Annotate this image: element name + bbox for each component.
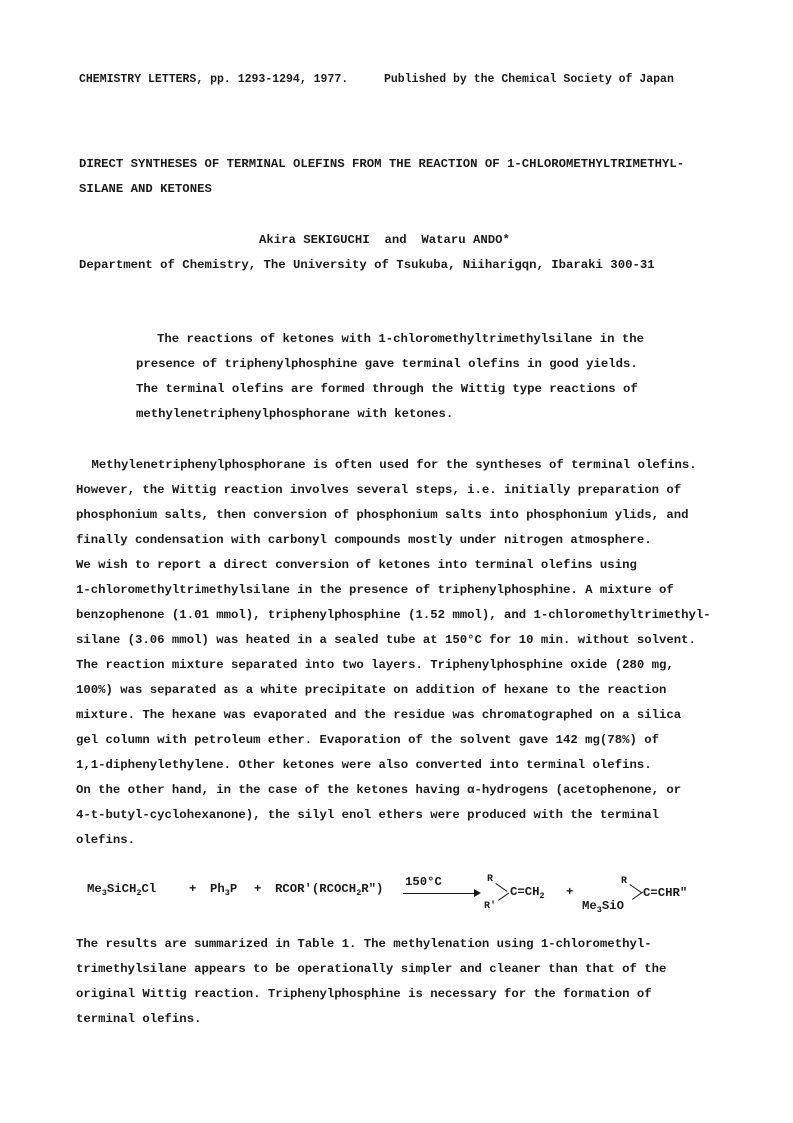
body-line: 1-chloromethyltrimethylsilane in the presence of triphenylphosphine. A mixture of: [76, 583, 674, 597]
affiliation: Department of Chemistry, The University of Tsukuba, Niiharigqn, Ibaraki 300-31: [79, 258, 655, 272]
reactant-triphenylphosphine: $Ph_3P$: [210, 882, 238, 898]
publisher-line: Published by the Chemical Society of Japan: [384, 73, 674, 86]
body-line: benzophenone (1.01 mmol), triphenylphosphine (1.52 mmol), and 1-chloromethyltrimethyl-: [76, 608, 711, 622]
bond-line: [632, 892, 643, 900]
substituent-r: R: [621, 876, 628, 887]
substituent-r: R: [487, 874, 494, 885]
bond-line: [498, 893, 509, 901]
body-line: gel column with petroleum ether. Evaporation of the solvent gave 142 mg(78%) of: [76, 733, 659, 747]
product-silyl-enol-ether: C=CHR": [643, 886, 688, 900]
body-line: We wish to report a direct conversion of ketones into terminal olefins using: [76, 558, 637, 572]
abstract-line: methylenetriphenylphosphorane with ketones.: [136, 407, 454, 421]
reaction-arrow: [403, 893, 478, 894]
body-line: olefins.: [76, 833, 136, 847]
body-line: phosphonium salts, then conversion of phosphonium salts into phosphonium ylids, and: [76, 508, 689, 522]
substituent-r-prime: R': [484, 901, 497, 912]
silyl-group: $Me_3SiO$: [582, 899, 625, 915]
body-line: 4-t-butyl-cyclohexanone), the silyl enol ethers were produced with the terminal: [76, 808, 659, 822]
abstract-line: presence of triphenylphosphine gave terminal olefins in good yields.: [136, 357, 638, 371]
body-line: However, the Wittig reaction involves several steps, i.e. initially preparation of: [76, 483, 682, 497]
paper-title-line-1: DIRECT SYNTHESES OF TERMINAL OLEFINS FROM THE REACTION OF 1-CHLOROMETHYLTRIMETHYL-: [79, 157, 685, 171]
arrow-head: [474, 889, 481, 897]
body-line: The reaction mixture separated into two layers. Triphenylphosphine oxide (280 mg,: [76, 658, 674, 672]
body-line: trimethylsilane appears to be operationally simpler and cleaner than that of the: [76, 962, 667, 976]
plus-sign: +: [566, 885, 574, 899]
body-line: 100%) was separated as a white precipitate on addition of hexane to the reaction: [76, 683, 667, 697]
reactant-chloromethylsilane: $Me_3SiCH_2Cl$: [87, 882, 157, 898]
plus-sign: +: [189, 882, 197, 896]
body-line: finally condensation with carbonyl compounds mostly under nitrogen atmosphere.: [76, 533, 652, 547]
body-line: Methylenetriphenylphosphorane is often used for the syntheses of terminal olefins.: [62, 458, 697, 472]
journal-citation: CHEMISTRY LETTERS, pp. 1293-1294, 1977.: [79, 73, 349, 86]
bond-line: [495, 883, 507, 892]
plus-sign: +: [254, 882, 262, 896]
body-line: On the other hand, in the case of the ketones having α-hydrogens (acetophenone, or: [76, 783, 682, 797]
reaction-condition: 150°C: [405, 875, 442, 889]
body-line: 1,1-diphenylethylene. Other ketones were also converted into terminal olefins.: [76, 758, 652, 772]
abstract-line: The terminal olefins are formed through the Wittig type reactions of: [136, 382, 638, 396]
bond-line: [629, 884, 641, 893]
reactant-ketone: $RCOR'(RCOCH_2R")$: [275, 882, 384, 898]
paper-title-line-2: SILANE AND KETONES: [79, 182, 212, 196]
body-line: mixture. The hexane was evaporated and the residue was chromatographed on a silica: [76, 708, 682, 722]
body-line: The results are summarized in Table 1. The methylenation using 1-chloromethyl-: [76, 937, 652, 951]
body-line: terminal olefins.: [76, 1012, 202, 1026]
abstract-line: The reactions of ketones with 1-chloromethyltrimethylsilane in the: [157, 332, 645, 346]
body-line: original Wittig reaction. Triphenylphosphine is necessary for the formation of: [76, 987, 652, 1001]
authors: Akira SEKIGUCHI and Wataru ANDO*: [259, 233, 510, 247]
body-line: silane (3.06 mmol) was heated in a sealed tube at 150°C for 10 min. without solvent.: [76, 633, 696, 647]
product-terminal-olefin: $C=CH_2$: [510, 885, 545, 901]
